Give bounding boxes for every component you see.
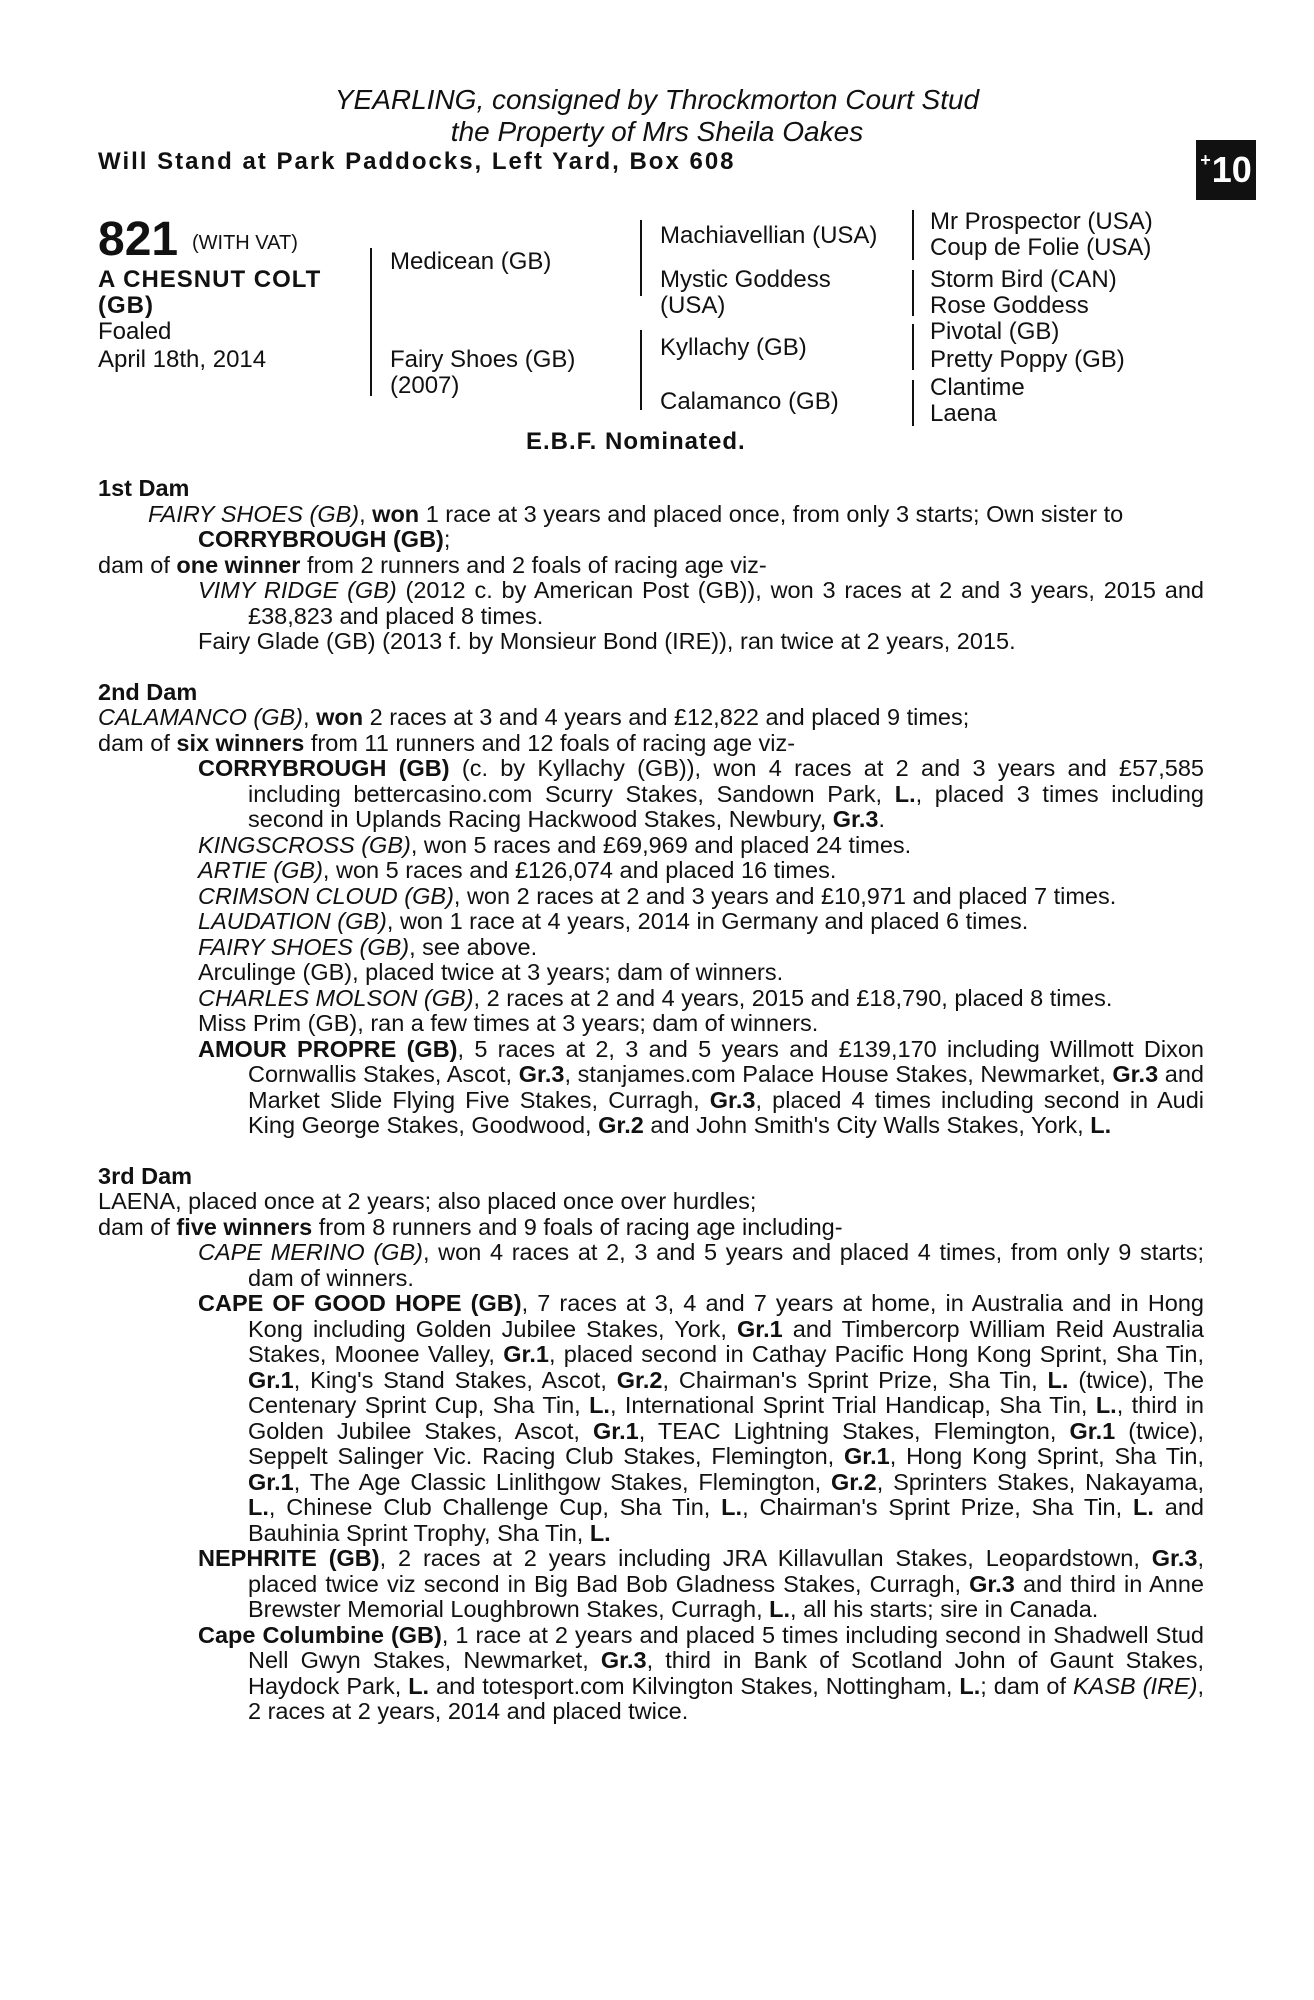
nephrite-name: NEPHRITE (GB) <box>198 1545 380 1571</box>
hope-j: (twice), Seppelt Salinger Vic. Racing Club Stakes, Flemington, <box>248 1417 1204 1469</box>
second-dam-name: CALAMANCO (GB) <box>98 704 303 730</box>
pedigree-ddd: Laena <box>930 400 997 427</box>
pedigree-brace-g1 <box>912 210 914 260</box>
neph-g2: Gr.3 <box>969 1570 1015 1597</box>
hope-g9: Gr.2 <box>831 1468 877 1495</box>
hope-g3: Gr.1 <box>248 1366 294 1393</box>
artie-entry <box>98 858 1204 884</box>
col-a: , 1 race at 2 years and placed 5 times including second in Shadwell Stud Nell Gwyn Stakes, Newmarket, <box>248 1621 1204 1673</box>
corrybrough-a: (c. by Kyllachy (GB)), won 4 races at 2 and 3 years and £57,585 including bettercasino.com Scurry Stakes, Sandown Park, <box>248 755 1204 807</box>
amour-e: and John Smith's City Walls Stakes, York, <box>643 1112 1091 1138</box>
cape-merino-text: , won 4 races at 2, 3 and 5 years and placed 4 times, from only 9 starts; dam of winners. <box>248 1239 1204 1291</box>
neph-d: , all his starts; sire in Canada. <box>790 1596 1099 1622</box>
amour-a: , 5 races at 2, 3 and 5 years and £139,170 including Willmott Dixon Cornwallis Stakes, Ascot, <box>248 1035 1204 1087</box>
second-dam-winners: six winners <box>176 729 305 756</box>
crimson-cloud-name: CRIMSON CLOUD (GB) <box>198 882 454 909</box>
first-dam-produce <box>98 553 1204 579</box>
kingscross-name: KINGSCROSS (GB) <box>198 831 411 858</box>
neph-c: and third in Anne Brewster Memorial Loughbrown Stakes, Curragh, <box>248 1570 1204 1622</box>
corrybrough-listed: L. <box>894 780 916 807</box>
cape-of-good-hope-entry <box>98 1291 1204 1546</box>
first-dam-produce-c: from 2 runners and 2 foals of racing age viz- <box>300 551 767 578</box>
cape-columbine-name: Cape Columbine (GB) <box>198 1621 442 1648</box>
catalogue-body <box>98 476 1204 1725</box>
nephrite-entry <box>98 1546 1204 1623</box>
second-dam-produce-a: dam of <box>98 729 177 756</box>
pedigree-brace-g2 <box>912 270 914 316</box>
hope-l2: L. <box>589 1392 610 1418</box>
second-dam-text: 2 races at 3 and 4 years and £12,822 and placed 9 times; <box>363 704 970 730</box>
cape-merino-entry <box>98 1240 1204 1291</box>
stand-location: Will Stand at Park Paddocks, Left Yard, Box 608 <box>98 148 736 175</box>
lot-description: A CHESNUT COLT <box>98 266 322 293</box>
charles-molson-entry <box>98 986 1204 1012</box>
hope-l7: L. <box>589 1519 611 1546</box>
vimy-ridge-text: (2012 c. by American Post (GB)), won 3 races at 2 and 3 years, 2015 and £38,823 and placed 8 times. <box>248 577 1204 629</box>
hope-g2: Gr.1 <box>503 1341 549 1367</box>
miss-prim-entry: Miss Prim (GB), ran a few times at 3 years; dam of winners. <box>198 1010 819 1036</box>
fairy-shoes-entry <box>98 935 1204 961</box>
lot-number: 821 <box>98 213 179 266</box>
neph-b: , placed twice viz second in Big Bad Bob Gladness Stakes, Curragh, <box>248 1545 1205 1597</box>
neph-a: , 2 races at 2 years including JRA Killavullan Stakes, Leopardstown, <box>379 1545 1152 1571</box>
hope-f: (twice), The Centenary Sprint Cup, Sha Tin, <box>248 1366 1204 1418</box>
crimson-cloud-entry <box>98 884 1204 910</box>
pedigree-brace-g3 <box>912 324 914 370</box>
hope-l3: L. <box>1095 1392 1117 1418</box>
hope-l5: L. <box>721 1494 743 1520</box>
first-dam-won: won <box>372 500 420 527</box>
third-dam-title: 3rd Dam <box>98 1162 193 1189</box>
charles-molson-name: CHARLES MOLSON (GB) <box>198 984 474 1011</box>
ebf-nominated: E.B.F. Nominated. <box>526 428 746 455</box>
hope-l1: L. <box>1047 1366 1069 1393</box>
col-e: , 2 races at 2 years, 2014 and placed twice. <box>248 1672 1204 1724</box>
amour-c: and Market Slide Flying Five Stakes, Curragh, <box>248 1061 1204 1113</box>
hope-g: , International Sprint Trial Handicap, Sha Tin, <box>609 1392 1096 1418</box>
hope-d: , King's Stand Stakes, Ascot, <box>293 1366 617 1393</box>
amour-d: , placed 4 times including second in Audi King George Stakes, Goodwood, <box>248 1086 1204 1138</box>
second-dam-line: CALAMANCO (GB), won 2 races at 3 and 4 years and £12,822 and placed 9 times; <box>98 704 970 730</box>
neph-g1: Gr.3 <box>1151 1545 1198 1571</box>
laudation-name: LAUDATION (GB) <box>198 908 387 934</box>
pedigree-sss: Mr Prospector (USA) <box>930 208 1153 235</box>
foaled-label: Foaled <box>98 318 172 345</box>
pedigree-sire-sire: Machiavellian (USA) <box>660 222 878 249</box>
pedigree-dam-year: (2007) <box>390 372 460 399</box>
kingscross-entry <box>98 833 1204 859</box>
pedigree-dds: Clantime <box>930 374 1025 401</box>
pedigree-brace-sire-line <box>640 220 642 296</box>
laudation-text: , won 1 race at 4 years, 2014 in Germany and placed 6 times. <box>386 908 1029 934</box>
pedigree-sire-dam: Mystic Goddess <box>660 266 831 293</box>
pedigree-sds: Storm Bird (CAN) <box>930 266 1117 293</box>
pedigree-dam-sire: Kyllachy (GB) <box>660 334 807 361</box>
cape-merino-name: CAPE MERINO (GB) <box>198 1239 423 1265</box>
hope-g6: Gr.1 <box>1069 1417 1116 1444</box>
hope-l6: L. <box>1133 1494 1154 1520</box>
artie-text: , won 5 races and £126,074 and placed 16 times. <box>322 857 837 883</box>
neph-l: L. <box>769 1596 791 1622</box>
hope-e: , Chairman's Sprint Prize, Sha Tin, <box>662 1366 1048 1393</box>
crimson-cloud-text: , won 2 races at 2 and 3 years and £10,971 and placed 7 times. <box>453 882 1117 909</box>
amour-b: , stanjames.com Palace House Stakes, Newmarket, <box>564 1061 1113 1087</box>
second-dam-produce-c: from 11 runners and 12 foals of racing age viz- <box>304 729 796 756</box>
corrybrough-group: Gr.3 <box>832 806 879 832</box>
lot-description-country: (GB) <box>98 292 154 319</box>
badge-plus: + <box>1200 149 1211 170</box>
laudation-entry <box>98 909 1204 935</box>
first-dam-sister-end: ; <box>443 526 451 552</box>
amour-propre-name: AMOUR PROPRE (GB) <box>198 1035 458 1062</box>
first-dam-sister: CORRYBROUGH (GB) <box>198 526 444 552</box>
first-dam-winners: one winner <box>176 551 301 578</box>
hope-n: , Chinese Club Challenge Cup, Sha Tin, <box>268 1494 722 1520</box>
col-l2: L. <box>959 1672 981 1699</box>
badge-number: 10 <box>1211 149 1252 190</box>
col-c: and totesport.com Kilvington Stakes, Nottingham, <box>429 1672 960 1699</box>
hope-h: , third in Golden Jubilee Stakes, Ascot, <box>248 1392 1205 1444</box>
fairy-shoes-text: , see above. <box>409 933 538 960</box>
charles-molson-text: , 2 races at 2 and 4 years, 2015 and £18,790, placed 8 times. <box>473 984 1113 1011</box>
page-badge <box>1196 140 1256 200</box>
hope-o: , Chairman's Sprint Prize, Sha Tin, <box>742 1494 1134 1520</box>
corrybrough-entry <box>98 756 1204 833</box>
third-dam-produce-c: from 8 runners and 9 foals of racing age including- <box>312 1213 843 1240</box>
third-dam-line: LAENA, placed once at 2 years; also placed once over hurdles; <box>98 1188 757 1214</box>
third-dam-winners: five winners <box>176 1213 313 1240</box>
header-property: the Property of Mrs Sheila Oakes <box>450 116 864 147</box>
pedigree-sire-dam-country: (USA) <box>660 292 726 319</box>
hope-a: , 7 races at 3, 4 and 7 years at home, in Australia and in Hong Kong including Golden Jubilee Stakes, York, <box>248 1290 1204 1342</box>
second-dam-won: won <box>316 704 364 730</box>
third-dam-produce <box>98 1215 1204 1241</box>
pedigree-dam: Fairy Shoes (GB) <box>390 346 576 373</box>
header-consignor: YEARLING, consigned by Throckmorton Court Stud <box>334 84 980 115</box>
pedigree-ssd: Coup de Folie (USA) <box>930 234 1152 261</box>
hope-b: and Timbercorp William Reid Australia Stakes, Moonee Valley, <box>248 1315 1205 1367</box>
pedigree-dsd: Pretty Poppy (GB) <box>930 346 1125 373</box>
foaled-date: April 18th, 2014 <box>98 346 267 373</box>
hope-g1: Gr.1 <box>736 1315 783 1342</box>
col-g1: Gr.3 <box>600 1647 647 1673</box>
hope-p: and Bauhinia Sprint Trophy, Sha Tin, <box>248 1494 1204 1546</box>
artie-name: ARTIE (GB) <box>198 857 323 883</box>
hope-l4: L. <box>248 1494 269 1520</box>
second-dam-produce <box>98 731 1204 757</box>
pedigree-brace-g4 <box>912 380 914 426</box>
pedigree-brace-dam-line <box>640 330 642 410</box>
col-l1: L. <box>408 1672 430 1699</box>
amour-group-3: Gr.3 <box>709 1086 756 1113</box>
hope-g5: Gr.1 <box>592 1417 639 1444</box>
hope-l: , The Age Classic Linlithgow Stakes, Flemington, <box>293 1468 831 1495</box>
hope-i: , TEAC Lightning Stakes, Flemington, <box>638 1417 1070 1444</box>
pedigree-brace-sire-dam <box>370 248 372 396</box>
cape-columbine-entry <box>98 1623 1204 1725</box>
lot-vat: (WITH VAT) <box>192 232 298 254</box>
vimy-ridge-entry <box>98 578 1204 629</box>
hope-m: , Sprinters Stakes, Nakayama, <box>876 1468 1204 1495</box>
amour-group-1: Gr.3 <box>518 1061 565 1087</box>
pedigree-sire: Medicean (GB) <box>390 248 552 275</box>
fairy-glade-entry: Fairy Glade (GB) (2013 f. by Monsieur Bond (IRE)), ran twice at 2 years, 2015. <box>198 628 1016 654</box>
first-dam-produce-a: dam of <box>98 551 177 578</box>
kasb-name: KASB (IRE) <box>1072 1672 1198 1699</box>
vimy-ridge-name: VIMY RIDGE (GB) <box>198 577 397 603</box>
kingscross-text: , won 5 races and £69,969 and placed 24 times. <box>410 831 912 858</box>
corrybrough-b: , placed 3 times including second in Uplands Racing Hackwood Stakes, Newbury, <box>248 780 1204 832</box>
amour-listed: L. <box>1090 1112 1112 1138</box>
amour-group-4: Gr.2 <box>598 1112 644 1138</box>
first-dam-line: FAIRY SHOES (GB), won 1 race at 3 years and placed once, from only 3 starts; Own sister to CORRYBROUGH (GB); <box>148 500 1124 552</box>
third-dam-produce-a: dam of <box>98 1213 177 1240</box>
hope-c: , placed second in Cathay Pacific Hong Kong Sprint, Sha Tin, <box>548 1341 1204 1367</box>
col-d: ; dam of <box>980 1672 1073 1699</box>
corrybrough-c: . <box>878 806 886 832</box>
arculinge-entry: Arculinge (GB), placed twice at 3 years; dam of winners. <box>198 959 784 985</box>
pedigree-dam-dam: Calamanco (GB) <box>660 388 839 415</box>
amour-group-2: Gr.3 <box>1112 1061 1159 1087</box>
hope-k: , Hong Kong Sprint, Sha Tin, <box>889 1443 1204 1469</box>
first-dam-title: 1st Dam <box>98 475 190 501</box>
col-b: , third in Bank of Scotland John of Gaunt Stakes, Haydock Park, <box>248 1647 1205 1699</box>
second-dam-title: 2nd Dam <box>98 678 198 705</box>
pedigree-sdd: Rose Goddess <box>930 292 1089 319</box>
hope-g8: Gr.1 <box>248 1468 294 1495</box>
fairy-shoes-name: FAIRY SHOES (GB) <box>198 933 410 960</box>
pedigree-dss: Pivotal (GB) <box>930 318 1060 345</box>
corrybrough-name: CORRYBROUGH (GB) <box>198 755 450 781</box>
first-dam-text: 1 race at 3 years and placed once, from only 3 starts; Own sister to <box>419 500 1124 527</box>
hope-g4: Gr.2 <box>616 1366 663 1393</box>
hope-g7: Gr.1 <box>844 1443 890 1469</box>
amour-propre-entry <box>98 1037 1204 1139</box>
first-dam-name: FAIRY SHOES (GB) <box>148 500 360 527</box>
cape-of-good-hope-name: CAPE OF GOOD HOPE (GB) <box>198 1290 522 1316</box>
